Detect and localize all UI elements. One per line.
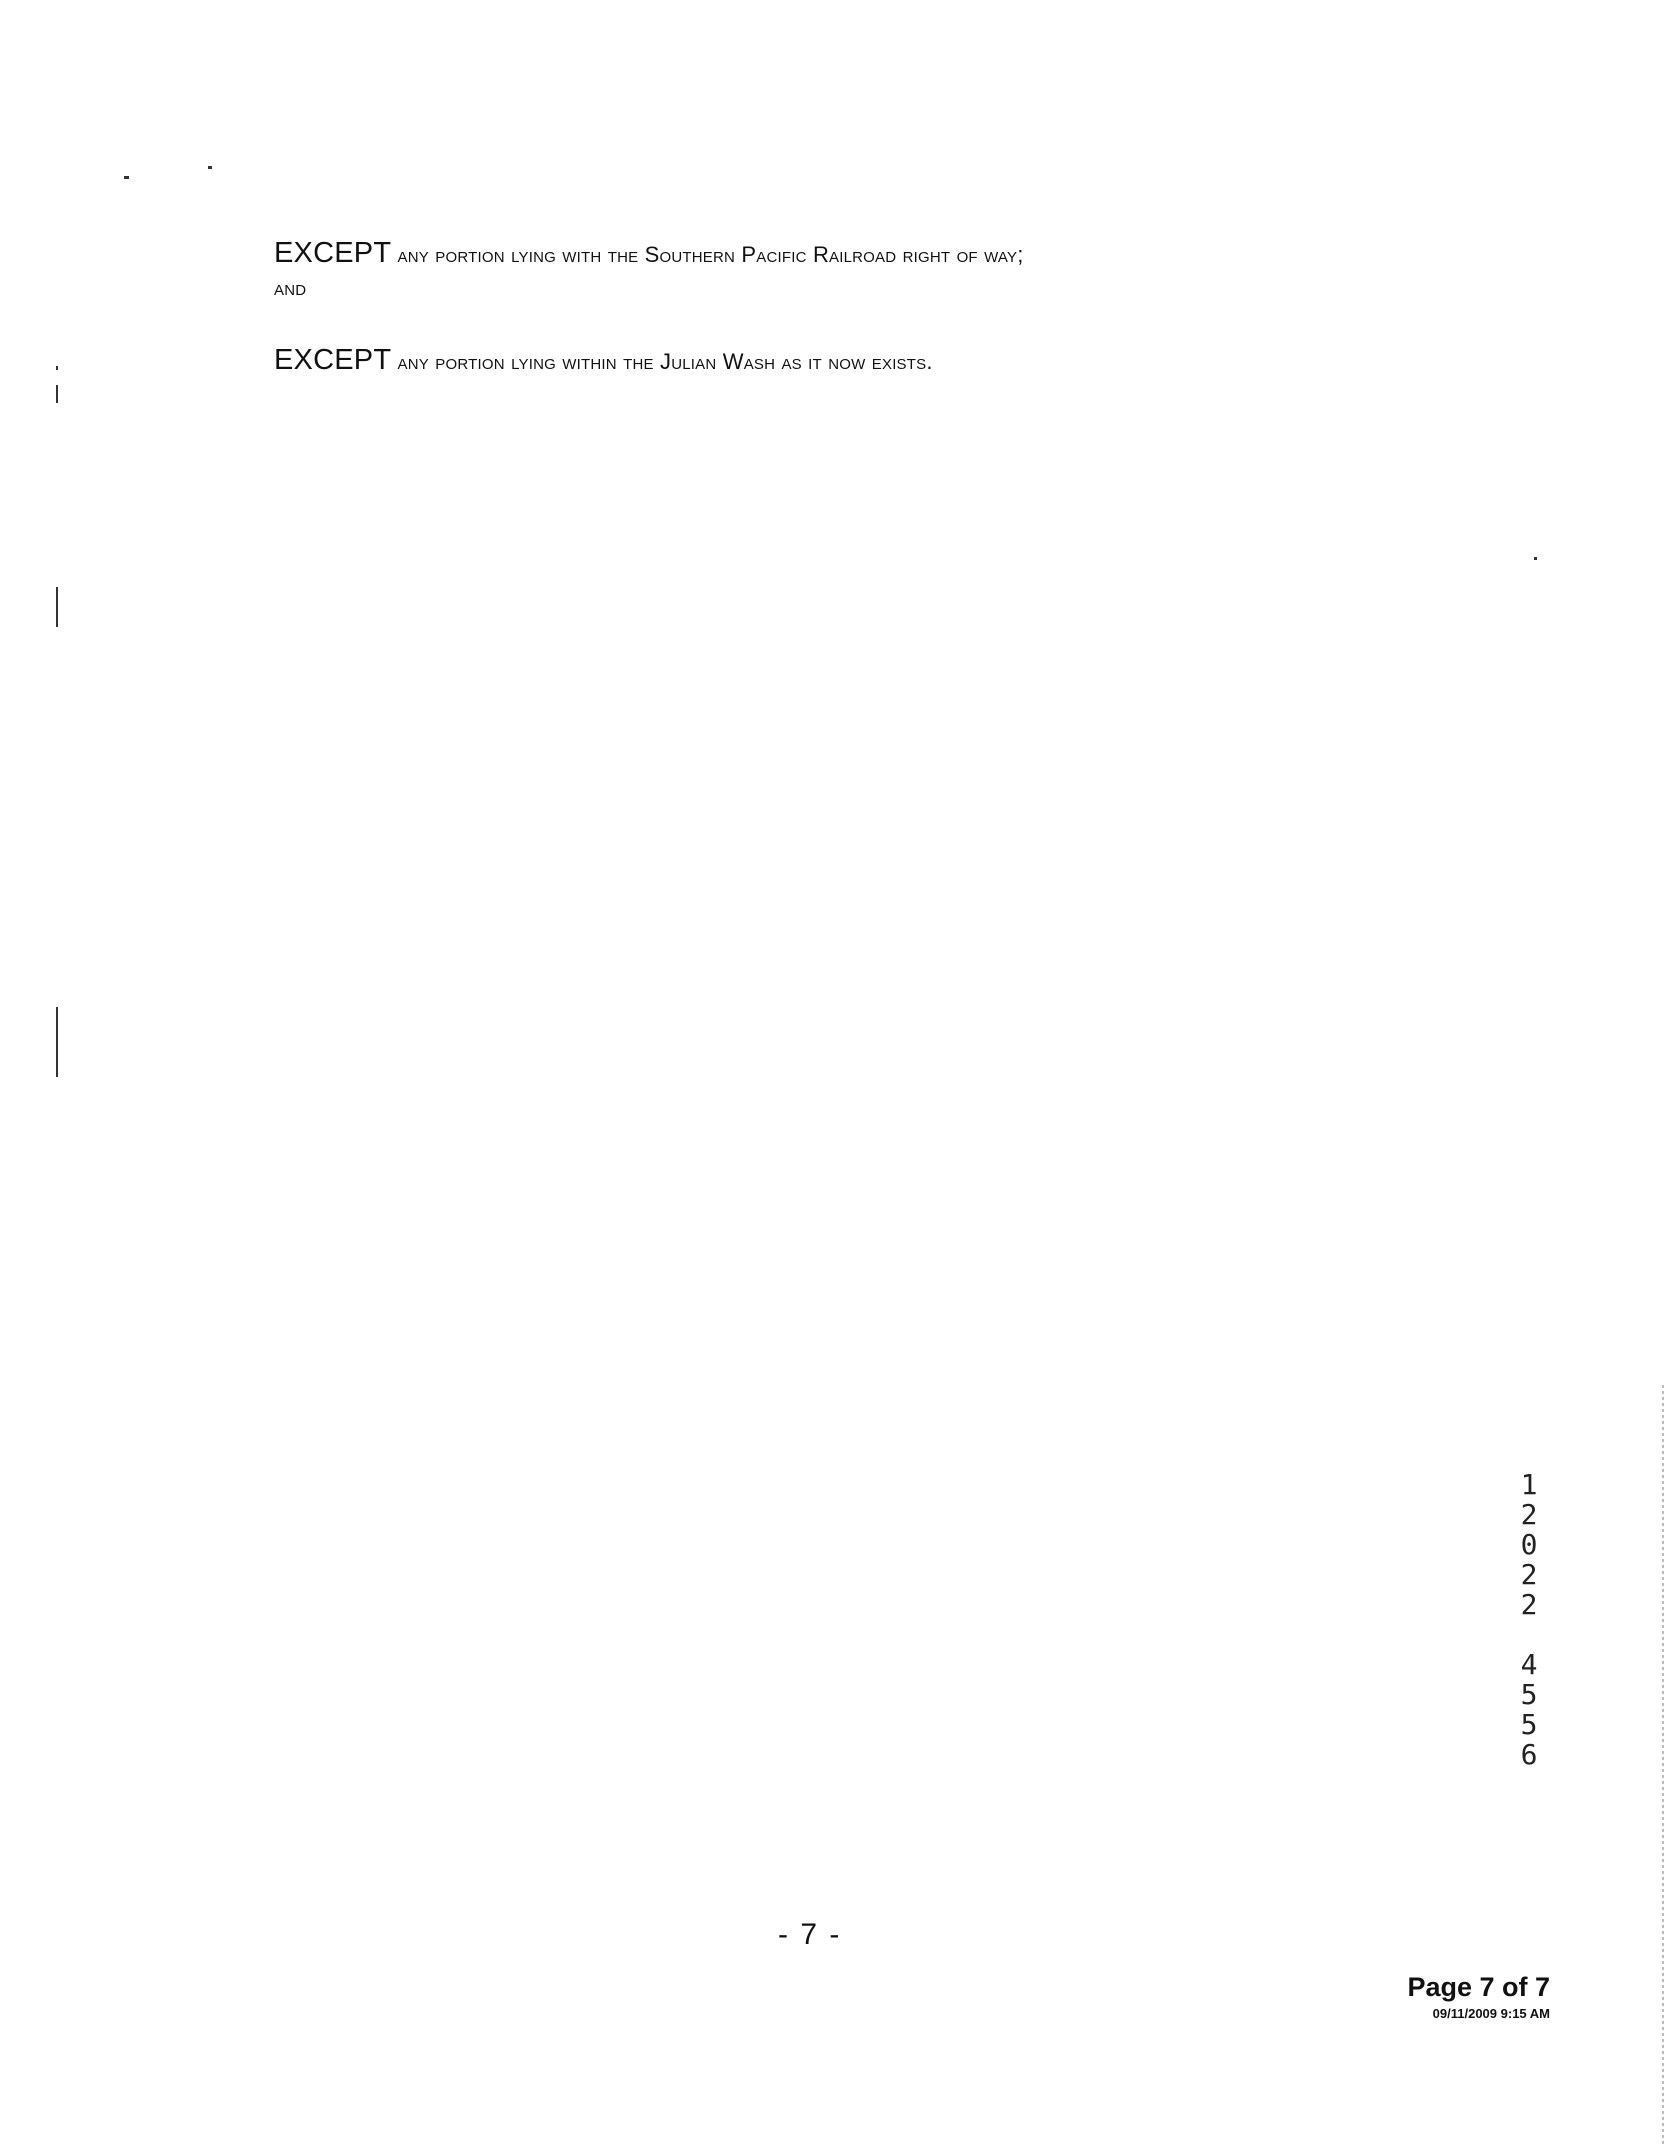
scan-speck (56, 366, 58, 370)
page-number-marker: - 7 - (778, 1918, 842, 1951)
scan-line (56, 385, 58, 403)
timestamp: 09/11/2009 9:15 AM (1432, 2006, 1550, 2021)
stamp-digit: 2 (1520, 1588, 1538, 1621)
clause-lead: EXCEPT (274, 344, 392, 376)
clause-lead: EXCEPT (274, 237, 392, 269)
stamp-digit: 0 (1520, 1528, 1538, 1561)
scan-line (56, 1007, 58, 1077)
stamp-digit: 1 (1520, 1468, 1538, 1501)
clause-text: any portion lying with the Southern Pacific Railroad right of way; (397, 242, 1024, 267)
clause-text: any portion lying within the Julian Wash as it now exists. (397, 349, 933, 374)
stamp-digit: 2 (1520, 1498, 1538, 1531)
recording-number-stamp (1514, 1470, 1544, 1770)
exception-clause-line (274, 238, 1024, 270)
scan-speck (1534, 557, 1537, 560)
stamp-digit: 5 (1520, 1708, 1538, 1741)
stamp-digit: 5 (1520, 1678, 1538, 1711)
scan-speck (208, 166, 212, 169)
stamp-digit: 2 (1520, 1558, 1538, 1591)
scan-line (56, 587, 58, 627)
scan-speck (124, 176, 129, 179)
stamp-digit: 6 (1520, 1738, 1538, 1771)
page-count: Page 7 of 7 (1407, 1972, 1550, 2002)
stamp-digit: 4 (1520, 1648, 1538, 1681)
exception-clause-railroad (274, 238, 1024, 300)
clause-continuation: and (274, 274, 307, 300)
stamp-gap (1514, 1620, 1544, 1650)
exception-clause-wash (274, 345, 933, 377)
